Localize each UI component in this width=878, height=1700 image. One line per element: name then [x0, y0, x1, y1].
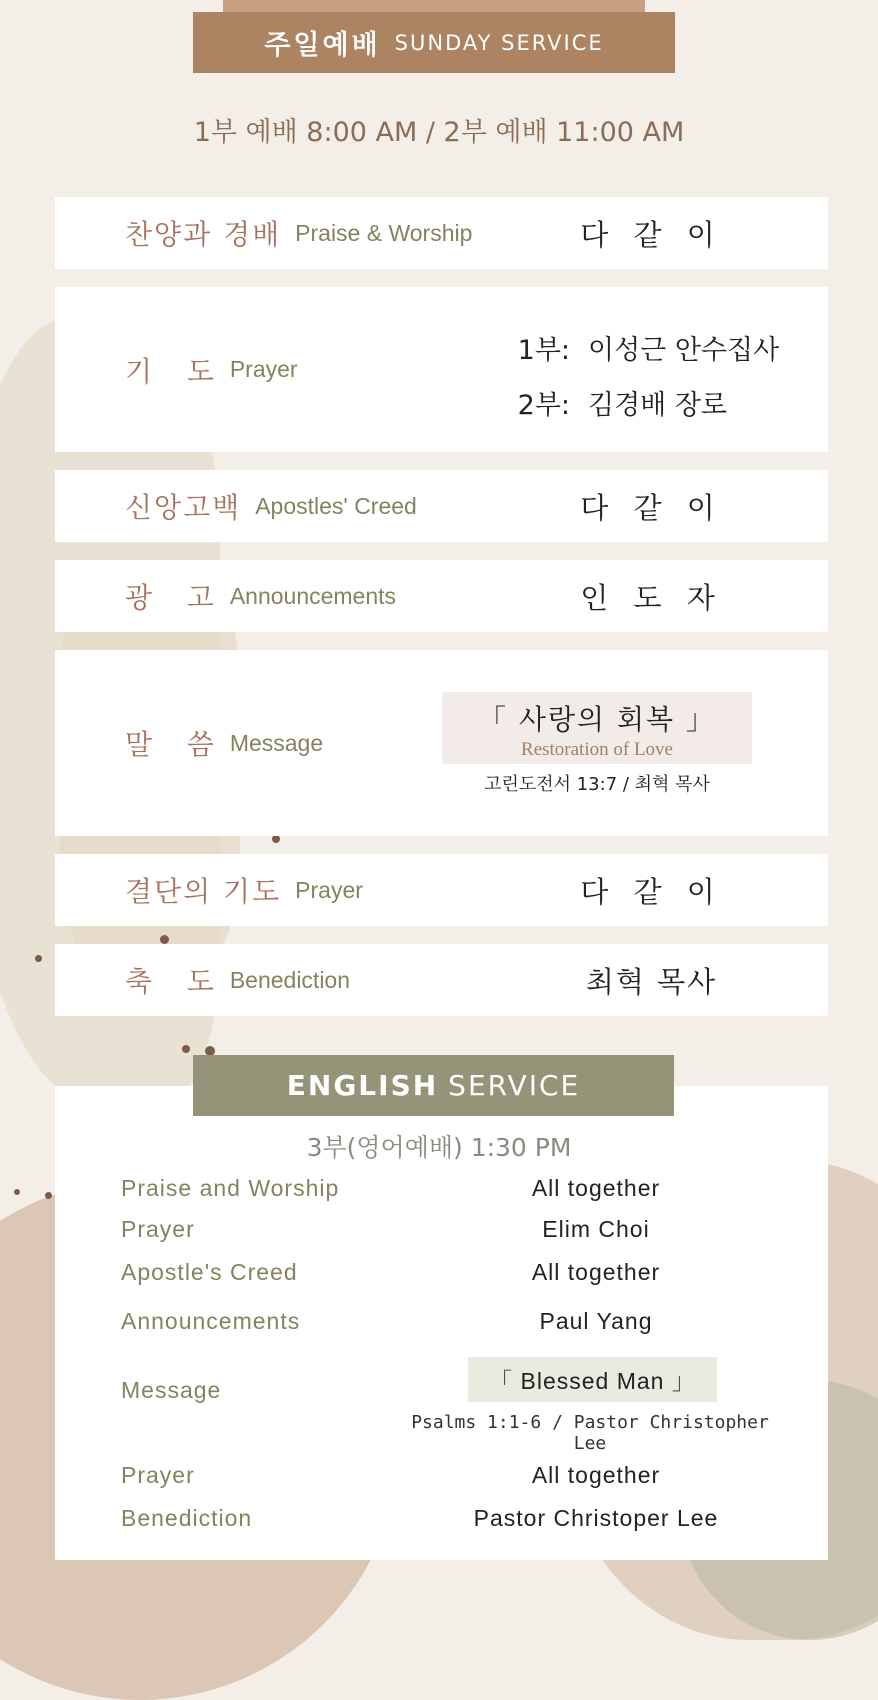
- english-row-prayer: [121, 1216, 821, 1250]
- prayer-line-1: 1부: 이성근 안수집사: [517, 335, 780, 366]
- row-announcements: [55, 560, 828, 632]
- english-row-value: Pastor Christoper Lee: [473, 1505, 719, 1531]
- english-sermon-reference: Psalms 1:1-6 / Pastor Christopher Lee: [411, 1412, 769, 1454]
- english-row-value: All together: [531, 1462, 661, 1488]
- row-label-ko: 결단의 기도: [125, 875, 282, 908]
- decor-dot: [45, 1192, 52, 1199]
- english-row-value: Paul Yang: [539, 1308, 653, 1334]
- english-row-value: All together: [531, 1259, 661, 1285]
- decor-dot: [182, 1045, 190, 1053]
- sunday-service-banner: [193, 12, 675, 73]
- top-accent-strip: [223, 0, 645, 12]
- sermon-title-box: [442, 692, 752, 764]
- row-value: 최혁 목사: [585, 964, 718, 999]
- row-label-ko: 말 씀: [125, 728, 216, 761]
- row-message: [55, 650, 828, 836]
- english-row-benediction: [121, 1505, 821, 1539]
- english-row-label: Prayer: [121, 1216, 195, 1242]
- english-sermon-title: 「 Blessed Man 」: [468, 1357, 717, 1402]
- prayer-line-2: 2부: 김경배 장로: [517, 390, 727, 421]
- row-label-ko: 찬양과 경배: [125, 218, 282, 251]
- row-label-en: Praise & Worship: [295, 219, 473, 246]
- english-service-time: 3부(영어예배) 1:30 PM: [306, 1133, 572, 1162]
- row-apostles-creed: [55, 470, 828, 542]
- english-row-label: Announcements: [121, 1308, 301, 1334]
- prayer-leaders: [510, 323, 779, 433]
- sermon-title-en: Restoration of Love: [521, 739, 673, 760]
- english-row-creed: [121, 1259, 821, 1293]
- row-label-en: Message: [229, 729, 324, 756]
- row-benediction: [55, 944, 828, 1016]
- decor-dot: [160, 935, 169, 944]
- row-label-ko: 광 고: [125, 581, 216, 614]
- english-row-label: Benediction: [121, 1505, 253, 1531]
- english-banner-bold: ENGLISH: [286, 1069, 439, 1102]
- row-prayer: [55, 287, 828, 452]
- row-label-ko: 신앙고백: [125, 491, 242, 524]
- row-label-en: Prayer: [229, 356, 298, 382]
- row-value: 다 같 이: [580, 874, 723, 909]
- english-row-announcements: [121, 1308, 821, 1342]
- row-value: 다 같 이: [580, 217, 723, 252]
- row-label-ko: 축 도: [125, 965, 216, 998]
- row-label-en: Prayer: [295, 876, 363, 903]
- english-service-banner: [193, 1055, 674, 1116]
- row-value: 다 같 이: [580, 490, 723, 525]
- row-label-en: Announcements: [229, 582, 397, 609]
- english-row-prayer-2: [121, 1462, 821, 1496]
- sermon-reference: 고린도전서 13:7 / 최혁 목사: [484, 774, 710, 795]
- english-row-value: Elim Choi: [542, 1216, 650, 1242]
- row-label-en: Apostles' Creed: [255, 492, 417, 519]
- english-row-value: All together: [531, 1175, 661, 1201]
- banner-title-ko: 주일예배: [264, 30, 381, 61]
- english-row-label: Apostle's Creed: [121, 1259, 298, 1285]
- row-label-en: Benediction: [229, 966, 351, 993]
- english-row-label: Message: [121, 1377, 222, 1403]
- banner-title-en: SUNDAY SERVICE: [394, 30, 604, 55]
- sermon-title-ko: 「 사랑의 회복 」: [478, 703, 716, 736]
- english-row-label: Praise and Worship: [121, 1175, 340, 1201]
- english-banner-rest: SERVICE: [448, 1069, 581, 1102]
- row-value: 인 도 자: [580, 580, 723, 615]
- row-praise-worship: [55, 197, 828, 269]
- english-row-praise: [121, 1175, 821, 1209]
- decor-dot: [14, 1189, 20, 1195]
- decor-dot: [272, 835, 280, 843]
- english-row-label: Prayer: [121, 1462, 195, 1488]
- row-decision-prayer: [55, 854, 828, 926]
- row-label-ko: 기 도: [125, 354, 216, 388]
- decor-dot: [35, 955, 42, 962]
- service-times: 1부 예배 8:00 AM / 2부 예배 11:00 AM: [193, 117, 685, 148]
